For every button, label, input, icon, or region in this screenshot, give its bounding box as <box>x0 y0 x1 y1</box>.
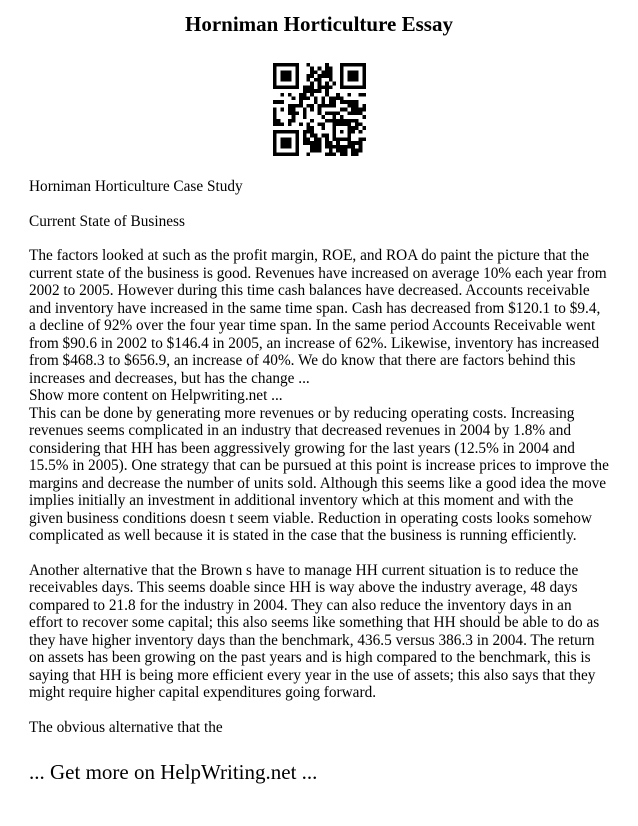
paragraph-1: The factors looked at such as the profit margin, ROE, and ROA do paint the picture that the current state of the business is good. Revenues have increased on average 10% each year from 2002 to 2005. However during this time cash balances have decreased. Accounts receivable and inventory have increased in the same time span. Cash has decreased from $120.1 to $9.4, a decline of 92% over the four year time span. In the same period Accounts Receivable went from $90.6 in 2002 to $146.4 in 2005, an increase of 62%. Likewise, inventory has increased from $468.3 to $656.9, an increase of 40%. We do know that there are factors behind this increases and decreases, but has the change ... <box>29 247 607 387</box>
paragraph-2: This can be done by generating more revenues or by reducing operating costs. Increasing revenues seems complicated in an industry that decreased revenues in 2004 by 1.8% and considering that HH has been aggressively growing for the last years (12.5% in 2004 and 15.5% in 2005). One strategy that can be pursued at this point is increase prices to improve the margins and decrease the number of units sold. Although this seems like a good idea the move implies initially an investment in additional inventory which at this moment and with the given business conditions doesn t seem viable. Reduction in operating costs looks somehow complicated as well because it is stated in the case that the business is running efficiently. <box>29 404 609 544</box>
section-heading: Current State of Business <box>29 212 185 230</box>
case-study-heading: Horniman Horticulture Case Study <box>29 178 243 195</box>
paragraph-2-block <box>29 405 609 545</box>
qr-code-image[interactable] <box>273 63 366 156</box>
paragraph-3: Another alternative that the Brown s have to manage HH current situation is to reduce the receivables days. This seems doable since HH is way above the industry average, 48 days compared to 21.8 for the industry in 2004. They can also reduce the inventory days in an effort to recover some capital; this also seems like something that HH should be able to do as they have higher inventory days than the benchmark, 436.5 versus 386.3 in 2004. The return on assets has been growing on the past years and is high compared to the benchmark, this is saying that HH is being more efficient every year in the use of assets; this also says that they might require higher capital expenditures going forward. <box>29 561 600 701</box>
show-more-link[interactable]: Show more content on Helpwriting.net ... <box>29 387 283 404</box>
qr-code-container <box>29 63 609 156</box>
get-more-link[interactable]: ... Get more on HelpWriting.net ... <box>29 760 318 784</box>
paragraph-4: The obvious alternative that the <box>29 718 223 736</box>
paragraph-1-block <box>29 247 609 405</box>
document-title: Horniman Horticulture Essay <box>185 12 453 36</box>
